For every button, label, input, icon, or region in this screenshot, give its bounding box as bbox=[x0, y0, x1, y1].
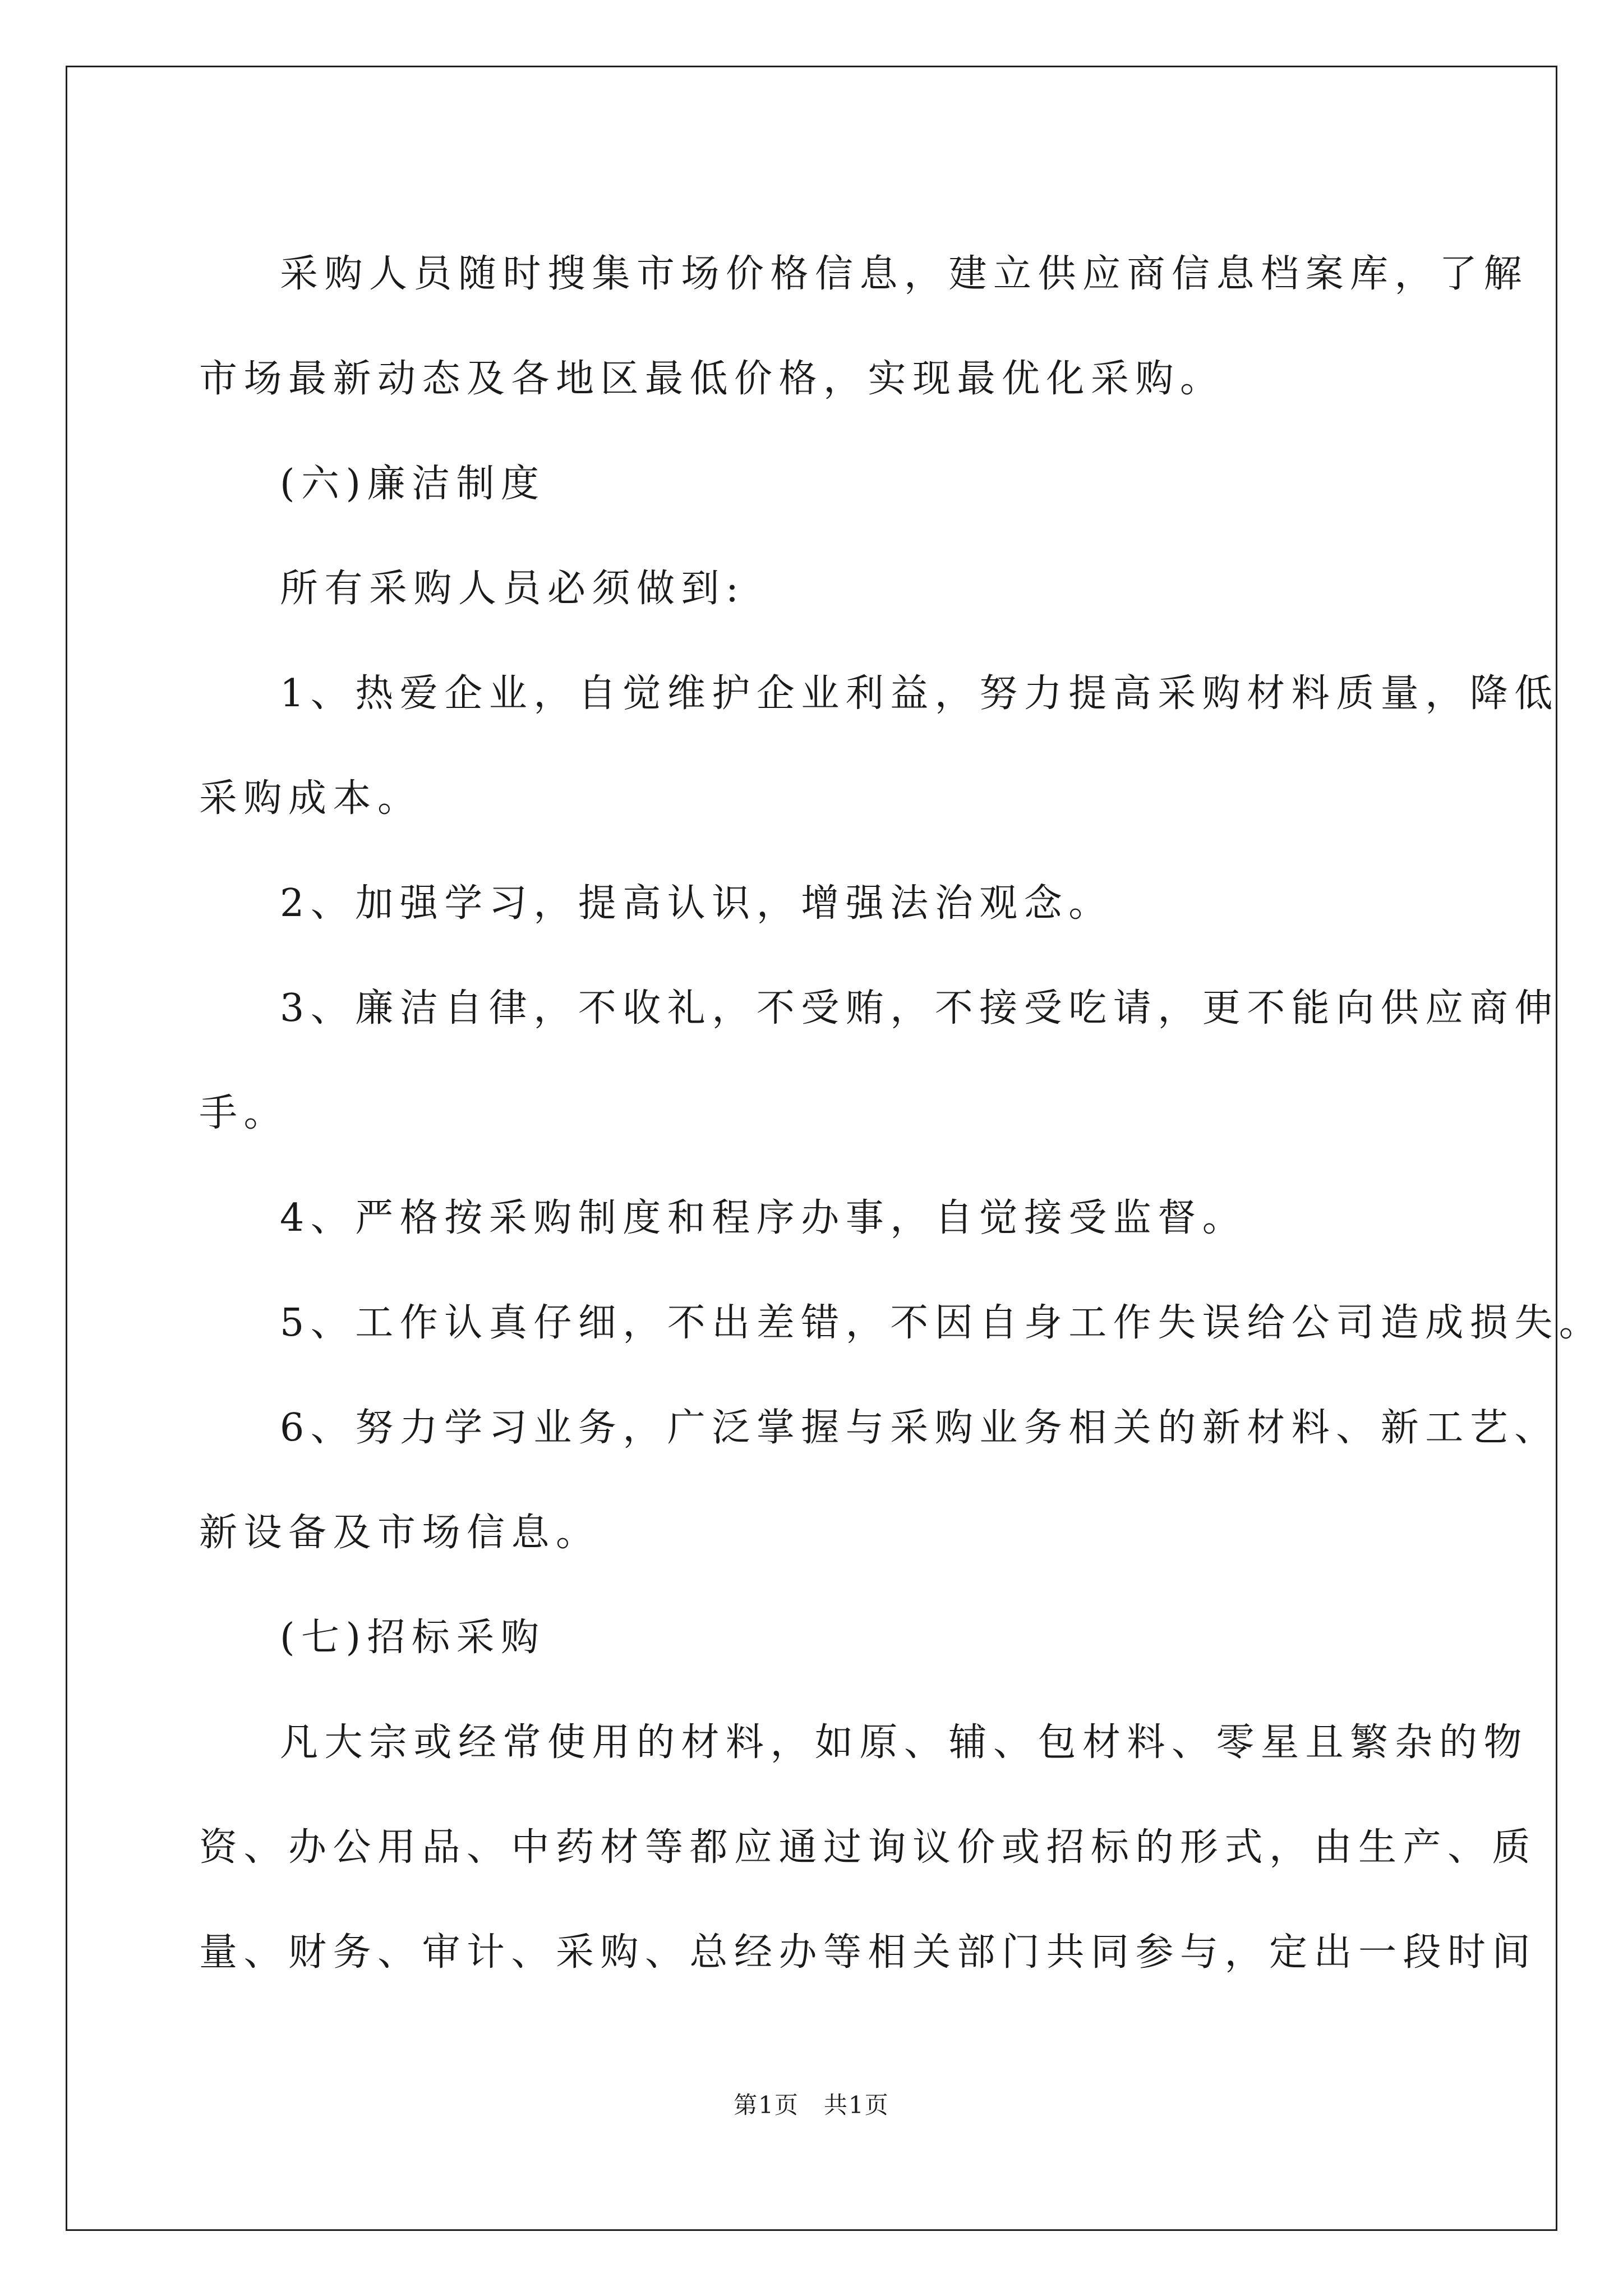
page-footer bbox=[0, 2087, 1623, 2120]
text-line: 凡大宗或经常使用的材料，如原、辅、包材料、零星且繁杂的物 bbox=[280, 1720, 1529, 1765]
text-line: 3、廉洁自律，不收礼，不受贿，不接受吃请，更不能向供应商伸 bbox=[280, 986, 1559, 1030]
heading-text: (七)招标采购 bbox=[280, 1616, 546, 1660]
list-item-1 bbox=[199, 641, 1559, 851]
text-line: 量、财务、审计、采购、总经办等相关部门共同参与，定出一段时间 bbox=[199, 1930, 1537, 1975]
list-item-3 bbox=[199, 956, 1559, 1166]
text-line: 采购成本。 bbox=[199, 776, 422, 821]
text-line: 5、工作认真仔细，不出差错，不因自身工作失误给公司造成损失。 bbox=[280, 1301, 1604, 1345]
text-line: 4、严格按采购制度和程序办事，自觉接受监督。 bbox=[280, 1196, 1247, 1240]
text-line: 2、加强学习，提高认识，增强法治观念。 bbox=[280, 881, 1113, 926]
text-line: 新设备及市场信息。 bbox=[199, 1511, 601, 1555]
page-number-label: 第1页 共1页 bbox=[734, 2091, 889, 2119]
text-line: 6、努力学习业务，广泛掌握与采购业务相关的新材料、新工艺、 bbox=[280, 1406, 1559, 1450]
document-body bbox=[199, 222, 1604, 2005]
text-line: 所有采购人员必须做到: bbox=[280, 567, 745, 611]
text-line: 手。 bbox=[199, 1091, 289, 1135]
list-item-4 bbox=[199, 1166, 1433, 1271]
paragraph-tender-procurement bbox=[199, 1690, 1537, 2005]
text-line: 资、办公用品、中药材等都应通过询议价或招标的形式，由生产、质 bbox=[199, 1825, 1537, 1870]
text-line: 市场最新动态及各地区最低价格，实现最优化采购。 bbox=[199, 357, 1225, 401]
section-heading-integrity bbox=[199, 431, 1433, 536]
text-line: 采购人员随时搜集市场价格信息，建立供应商信息档案库，了解 bbox=[280, 252, 1529, 296]
list-item-5 bbox=[199, 1271, 1604, 1375]
heading-text: (六)廉洁制度 bbox=[280, 462, 546, 506]
list-item-2 bbox=[199, 851, 1433, 956]
list-item-6 bbox=[199, 1375, 1559, 1585]
text-line: 1、热爱企业，自觉维护企业利益，努力提高采购材料质量，降低 bbox=[280, 671, 1559, 716]
paragraph-requirements-intro bbox=[199, 536, 1433, 641]
paragraph-market-info bbox=[199, 222, 1529, 431]
section-heading-tender bbox=[199, 1585, 1433, 1690]
